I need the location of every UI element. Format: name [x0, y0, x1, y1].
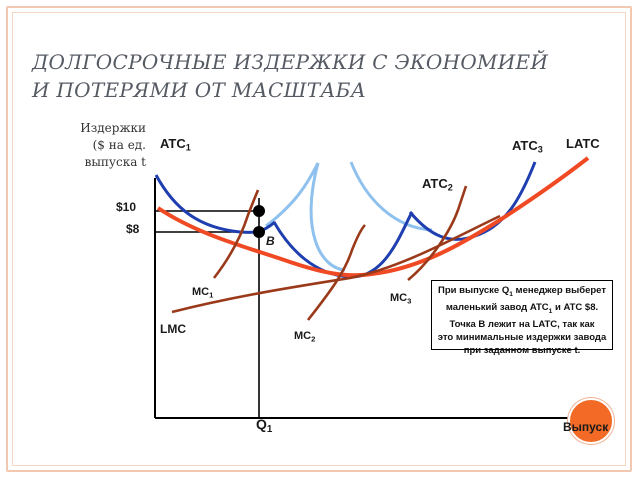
atc2-label-main: ATC: [422, 176, 448, 191]
mc1-label-main: MC: [192, 286, 210, 298]
atc1-curve: [156, 175, 275, 232]
latc-curve: [158, 158, 588, 275]
x-axis-label: Выпуск: [563, 420, 609, 434]
atc3-curve: [410, 162, 535, 239]
y-axis-label-line-3: выпуска t: [84, 155, 146, 169]
atc3-label: [512, 138, 543, 155]
atc2-label: [422, 176, 453, 193]
mc2-label-main: MC: [294, 330, 312, 342]
note-line-3: Точка B лежит на LATC, так как: [449, 318, 595, 330]
atc3-label-main: ATC: [512, 138, 538, 153]
note-line-2: [432, 301, 612, 318]
mc2-label: [294, 330, 315, 343]
point-b: [253, 226, 265, 238]
note-line-4: это минимальные издержки завода: [437, 331, 607, 343]
q1-label-main: Q: [256, 416, 267, 432]
latc-label: [566, 136, 600, 151]
atc1-label: [160, 136, 191, 153]
atc2-label-sub: 2: [447, 182, 453, 193]
mc3-label-sub: 3: [407, 296, 412, 306]
note-line-1: [432, 284, 612, 301]
slide-title-line-1: ДОЛГОСРОЧНЫЕ ИЗДЕРЖКИ С ЭКОНОМИЕЙ: [32, 50, 549, 74]
lmc-label: [160, 322, 186, 336]
note-line-2-sub: 1: [548, 307, 553, 315]
lmc-label-main: LMC: [160, 322, 186, 336]
note-line-2-b: и ATC $8.: [552, 301, 599, 313]
note-line-5: при заданном выпуске t.: [463, 344, 581, 356]
point-b-label-text: B: [266, 234, 275, 248]
note-line-1-sub: 1: [509, 290, 513, 298]
mc1-label: [192, 286, 213, 299]
point-b-label: [266, 234, 275, 248]
atc1-label-main: ATC: [160, 136, 186, 151]
note-line-1-a: При выпуске Q: [438, 285, 510, 296]
price-10-label: $10: [116, 200, 137, 214]
q1-label: [256, 416, 272, 435]
point-atc1-at-q1: [253, 205, 265, 217]
atc2-trough: [311, 163, 345, 270]
mc1-curve: [214, 190, 258, 278]
atc1-label-sub: 1: [185, 142, 191, 153]
latc-label-main: LATC: [566, 136, 600, 151]
explanation-note: [431, 280, 613, 356]
slide-title-line-2: И ПОТЕРЯМИ ОТ МАСШТАБА: [32, 78, 367, 102]
mc2-label-sub: 2: [311, 334, 316, 344]
mc3-label-main: MC: [390, 292, 408, 304]
mc3-curve: [408, 186, 466, 280]
note-line-1-b: менеджер выберет: [512, 285, 606, 296]
note-line-2-a: маленький завод ATC: [445, 301, 549, 313]
atc2-curve-right: [351, 162, 432, 230]
price-8-label: $8: [126, 222, 140, 236]
mc3-label: [390, 292, 411, 305]
atc3-label-sub: 3: [537, 144, 543, 155]
mc1-label-sub: 1: [209, 290, 214, 300]
y-axis-label-line-2: ($ на ед.: [92, 138, 146, 152]
q1-label-sub: 1: [266, 423, 273, 435]
y-axis-label-line-1: Издержки: [80, 121, 146, 135]
